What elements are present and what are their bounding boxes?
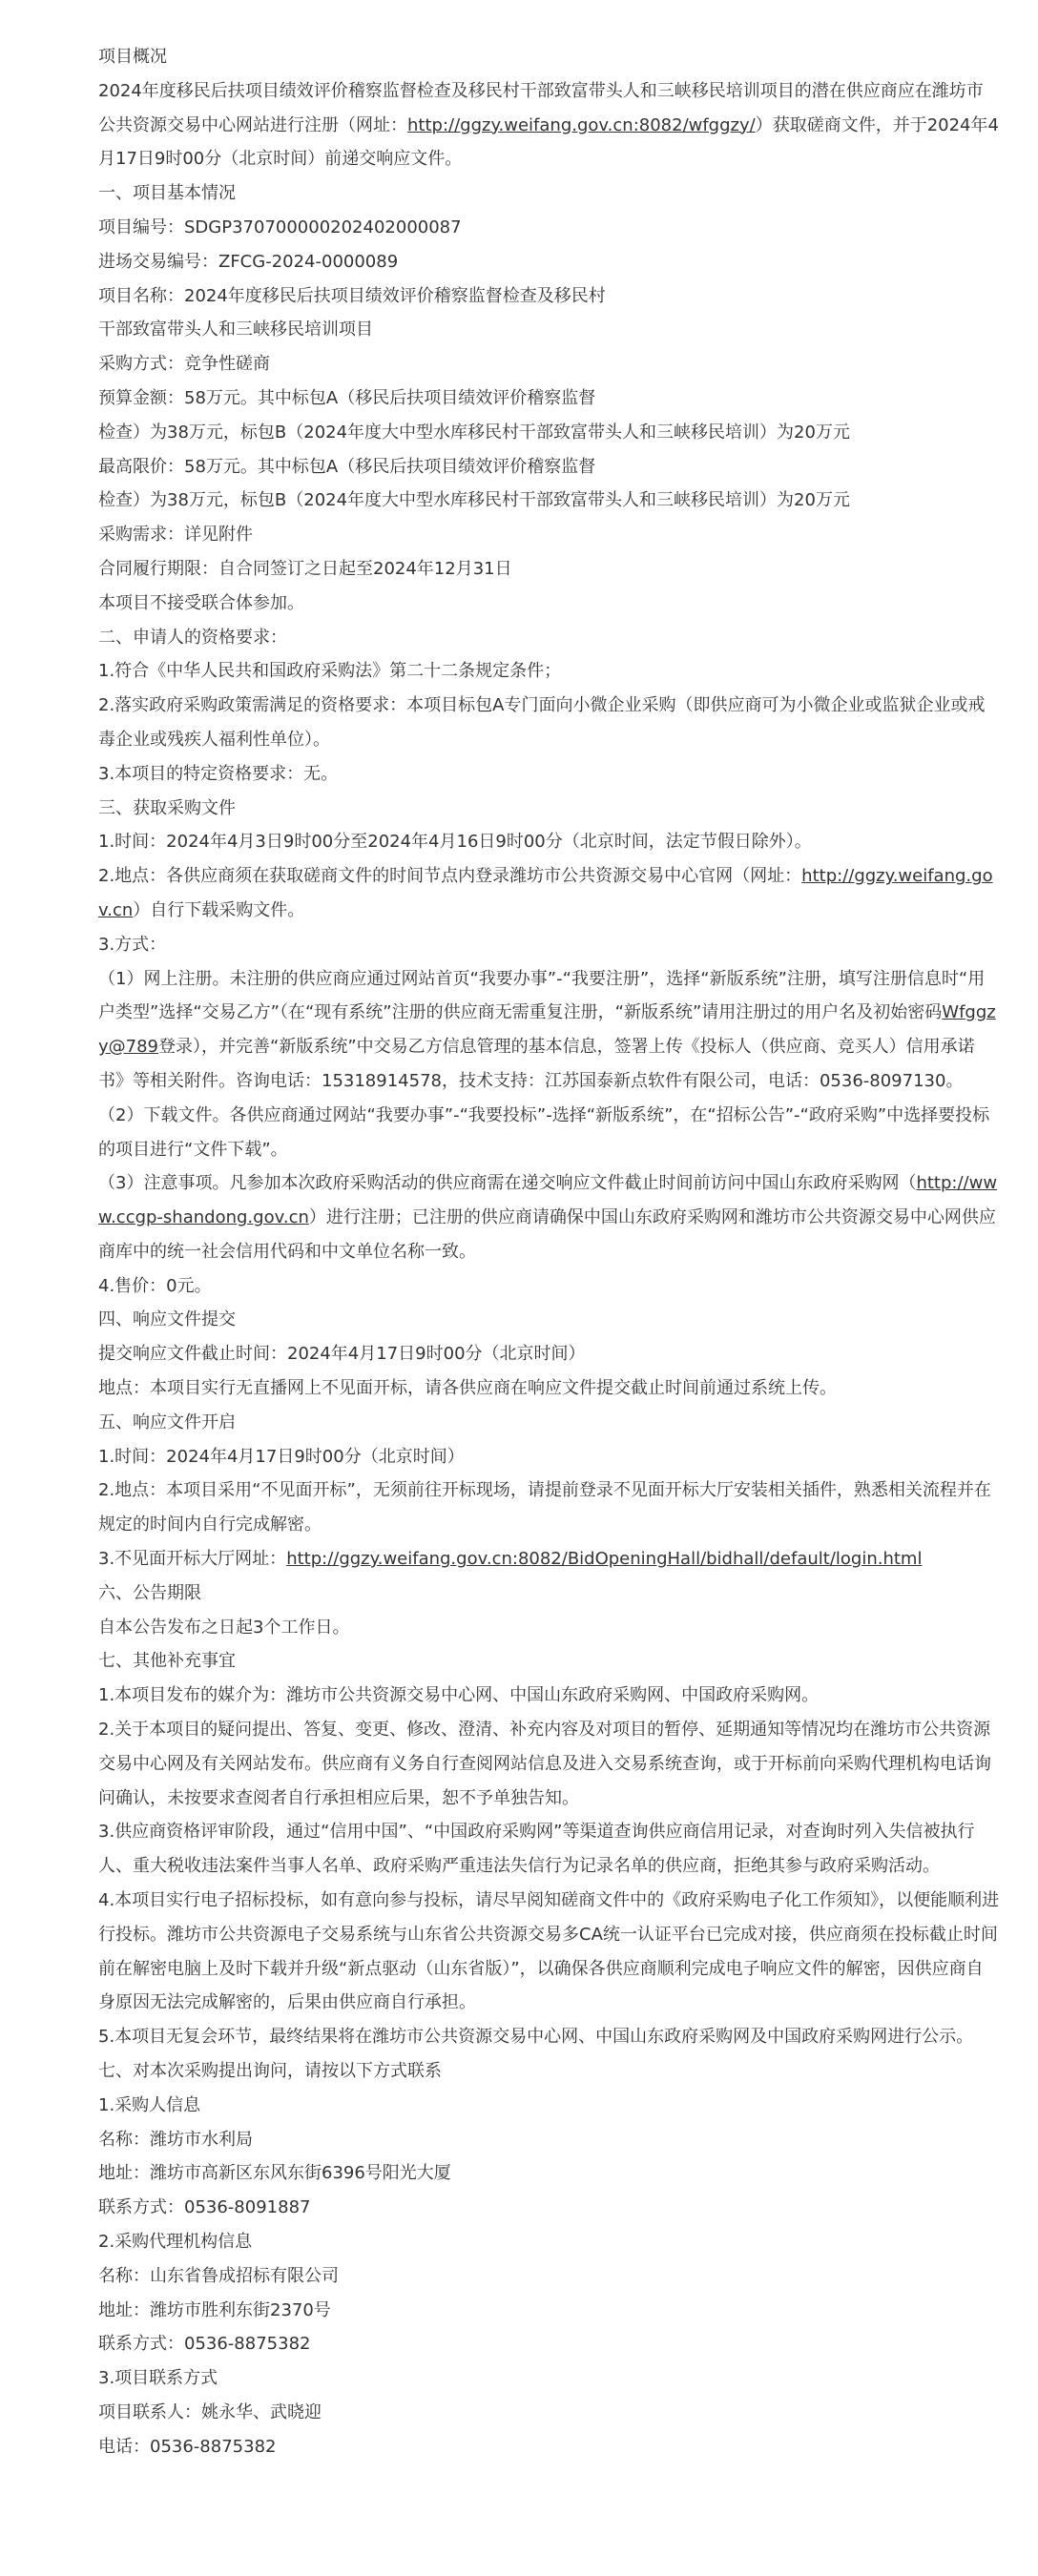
paragraph — [98, 1611, 1000, 1645]
paragraph — [98, 2361, 1000, 2396]
paragraph-text: 3.项目联系方式 — [98, 2368, 218, 2389]
paragraph-link[interactable]: http://ggzy.weifang.gov.cn:8082/wfggzy/ — [407, 114, 756, 135]
paragraph — [98, 484, 1000, 518]
paragraph — [98, 2123, 1000, 2157]
paragraph — [98, 1371, 1000, 1406]
paragraph-text: 项目联系人：姚永华、武晓迎 — [98, 2401, 322, 2422]
paragraph-text: 5.本项目无复会环节，最终结果将在潍坊市公共资源交易中心网、中国山东政府采购网及中国政府采购网进行公示。 — [98, 2027, 974, 2048]
paragraph — [98, 381, 1000, 416]
paragraph-link[interactable]: http://ggzy.weifang.gov.cn — [98, 866, 993, 920]
paragraph-text: 名称：潍坊市水利局 — [98, 2129, 253, 2150]
paragraph — [98, 1815, 1000, 1884]
paragraph — [98, 1577, 1000, 1611]
paragraph-text: 七、对本次采购提出询问，请按以下方式联系 — [98, 2061, 442, 2082]
paragraph-text: 1.本项目发布的媒介为：潍坊市公共资源交易中心网、中国山东政府采购网、中国政府采购网。 — [98, 1685, 820, 1706]
paragraph — [98, 518, 1000, 552]
paragraph-text: 三、获取采购文件 — [98, 797, 236, 818]
paragraph-text: 2.地点：各供应商须在获取磋商文件的时间节点内登录潍坊市公共资源交易中心官网（网址： — [98, 866, 802, 887]
paragraph — [98, 552, 1000, 587]
paragraph — [98, 2259, 1000, 2294]
paragraph-text: 提交响应文件截止时间：2024年4月17日9时00分（北京时间） — [98, 1344, 586, 1365]
paragraph-text: 七、其他补充事宜 — [98, 1651, 236, 1672]
paragraph-text: 四、响应文件提交 — [98, 1309, 236, 1330]
paragraph — [98, 279, 1000, 314]
paragraph-text: 六、公告期限 — [98, 1582, 201, 1603]
paragraph-text: 项目概况 — [98, 47, 167, 67]
paragraph-text: 联系方式：0536-8091887 — [98, 2197, 311, 2218]
paragraph — [98, 2054, 1000, 2089]
paragraph-text-after-link: 登录），并完善“新版系统”中交易乙方信息管理的基本信息，签署上传《投标人（供应商、竞买人）信用承诺书》等相关附件。咨询电话：15318914578，技术支持：江苏国泰新点软件有限公司，电话：0536-8097130。 — [98, 1037, 975, 1091]
paragraph-text: 4.售价：0元。 — [98, 1275, 212, 1296]
paragraph — [98, 587, 1000, 621]
paragraph — [98, 2156, 1000, 2191]
paragraph — [98, 347, 1000, 381]
paragraph-text: 项目名称：2024年度移民后扶项目绩效评价稽察监督检查及移民村 — [98, 285, 606, 306]
paragraph-text: 2.关于本项目的疑问提出、答复、变更、修改、澄清、补充内容及对项目的暂停、延期通知等情况均在潍坊市公共资源交易中心网及有关网站发布。供应商有义务自行查阅网站信息及进入交易系统查询，或于开标前向采购代理机构电话询问确认，未按要求查阅者自行承担相应后果，恕不予单独告知。 — [98, 1720, 991, 1808]
paragraph — [98, 211, 1000, 245]
paragraph — [98, 757, 1000, 792]
paragraph — [98, 1473, 1000, 1542]
paragraph-text: 预算金额：58万元。其中标包A（移民后扶项目绩效评价稽察监督 — [98, 387, 596, 408]
paragraph-link[interactable]: Wfggzy@789 — [98, 1002, 996, 1058]
paragraph — [98, 1166, 1000, 1268]
paragraph-text-after-link: ）进行注册；已注册的供应商请确保中国山东政府采购网和潍坊市公共资源交易中心网供应商库中的统一社会信用代码和中文单位名称一致。 — [98, 1207, 996, 1262]
paragraph-text-after-link: ）获取磋商文件，并于2024年4月17日9时00分（北京时间）前递交响应文件。 — [98, 114, 999, 170]
paragraph — [98, 1406, 1000, 1440]
paragraph — [98, 74, 1000, 176]
paragraph-text: 2.采购代理机构信息 — [98, 2232, 253, 2252]
paragraph-text: 2024年度移民后扶项目绩效评价稽察监督检查及移民村干部致富带头人和三峡移民培训项目的潜在供应商应在潍坊市公共资源交易中心网站进行注册（网址： — [98, 80, 984, 135]
paragraph — [98, 1303, 1000, 1337]
paragraph-text: 地址：潍坊市胜利东街2370号 — [98, 2299, 331, 2320]
paragraph — [98, 621, 1000, 655]
paragraph — [98, 2191, 1000, 2225]
paragraph — [98, 792, 1000, 826]
paragraph-text: 项目编号：SDGP370700000202402000087 — [98, 216, 462, 237]
paragraph-text: 1.采购人信息 — [98, 2094, 201, 2115]
paragraph — [98, 1440, 1000, 1474]
paragraph-text: 采购方式：竞争性磋商 — [98, 354, 270, 375]
paragraph-text: 1.时间：2024年4月3日9时00分至2024年4月16日9时00分（北京时间，法定节假日除外）。 — [98, 832, 812, 853]
paragraph-text: 3.不见面开标大厅网址： — [98, 1549, 287, 1570]
paragraph — [98, 825, 1000, 859]
paragraph — [98, 1713, 1000, 1815]
paragraph-text: 3.方式： — [98, 934, 167, 955]
paragraph-link[interactable]: http://ggzy.weifang.gov.cn:8082/BidOpeningHall/bidhall/default/login.html — [286, 1549, 923, 1570]
paragraph — [98, 416, 1000, 450]
paragraph-text: 2.地点：本项目采用“不见面开标”，无须前往开标现场，请提前登录不见面开标大厅安装相关插件，熟悉相关流程并在规定的时间内自行完成解密。 — [98, 1480, 991, 1535]
paragraph — [98, 1337, 1000, 1371]
paragraph — [98, 2225, 1000, 2259]
paragraph — [98, 859, 1000, 928]
paragraph-text: 2.落实政府采购政策需满足的资格要求：本项目标包A专门面向小微企业采购（即供应商可为小微企业或监狱企业或戒毒企业或残疾人福利性单位）。 — [98, 695, 986, 750]
paragraph-text: （2）下载文件。各供应商通过网站“我要办事”-“我要投标”-选择“新版系统”，在“招标公告”-“政府采购”中选择要投标的项目进行“文件下载”。 — [98, 1104, 990, 1160]
paragraph — [98, 2430, 1000, 2464]
paragraph — [98, 1542, 1000, 1577]
paragraph-link[interactable]: http://www.ccgp-shandong.gov.cn — [98, 1173, 998, 1228]
paragraph-text: 1.符合《中华人民共和国政府采购法》第二十二条规定条件； — [98, 661, 562, 682]
paragraph — [98, 1269, 1000, 1304]
paragraph-text: 电话：0536-8875382 — [98, 2436, 277, 2457]
paragraph-text: 地点：本项目实行无直播网上不见面开标，请各供应商在响应文件提交截止时间前通过系统上传。 — [98, 1378, 837, 1399]
paragraph — [98, 1884, 1000, 2020]
paragraph — [98, 2294, 1000, 2328]
paragraph — [98, 654, 1000, 689]
paragraph-text: 检查）为38万元，标包B（2024年度大中型水库移民村干部致富带头人和三峡移民培训）为20万元 — [98, 490, 850, 511]
paragraph-text: 合同履行期限：自合同签订之日起至2024年12月31日 — [98, 558, 512, 579]
paragraph-text: 自本公告发布之日起3个工作日。 — [98, 1617, 350, 1638]
paragraph-text: 五、响应文件开启 — [98, 1412, 236, 1432]
paragraph-text: 地址：潍坊市高新区东风东街6396号阳光大厦 — [98, 2163, 451, 2184]
paragraph — [98, 2396, 1000, 2430]
paragraph — [98, 2089, 1000, 2123]
paragraph — [98, 450, 1000, 484]
paragraph — [98, 2327, 1000, 2361]
paragraph-text: 联系方式：0536-8875382 — [98, 2334, 311, 2355]
paragraph-text: 干部致富带头人和三峡移民培训项目 — [98, 319, 373, 340]
paragraph-text: （1）网上注册。未注册的供应商应通过网站首页“我要办事”-“我要注册”，选择“新版系统”注册，填写注册信息时“用户类型”选择“交易乙方”（在“现有系统”注册的供应商无需重复注册，“新版系统”请用注册过的用户名及初始密码 — [98, 968, 986, 1023]
paragraph — [98, 1644, 1000, 1679]
paragraph — [98, 2020, 1000, 2054]
paragraph — [98, 962, 1000, 1099]
paragraph-text: 一、项目基本情况 — [98, 183, 236, 204]
paragraph — [98, 1099, 1000, 1167]
paragraph-text: 1.时间：2024年4月17日9时00分（北京时间） — [98, 1446, 465, 1467]
paragraph — [98, 245, 1000, 279]
paragraph — [98, 176, 1000, 211]
paragraph-text: 最高限价：58万元。其中标包A（移民后扶项目绩效评价稽察监督 — [98, 456, 596, 477]
paragraph-text-after-link: ）自行下载采购文件。 — [133, 899, 305, 920]
paragraph-text: 采购需求：详见附件 — [98, 525, 253, 546]
paragraph-text: 二、申请人的资格要求： — [98, 627, 287, 648]
paragraph-text: （3）注意事项。凡参加本次政府采购活动的供应商需在递交响应文件截止时间前访问中国山东政府采购网（ — [98, 1173, 917, 1194]
paragraph — [98, 689, 1000, 757]
paragraph — [98, 928, 1000, 962]
paragraph — [98, 1679, 1000, 1713]
paragraph-text: 3.供应商资格评审阶段，通过“信用中国”、“中国政府采购网”等渠道查询供应商信用记录，对查询时列入失信被执行人、重大税收违法案件当事人名单、政府采购严重违法失信行为记录名单的供应商，拒绝其参与政府采购活动。 — [98, 1822, 975, 1877]
paragraph-text: 进场交易编号：ZFCG-2024-0000089 — [98, 251, 399, 272]
paragraph-text: 本项目不接受联合体参加。 — [98, 592, 304, 613]
paragraph-text: 3.本项目的特定资格要求：无。 — [98, 763, 339, 784]
paragraph — [98, 40, 1000, 74]
paragraph-text: 检查）为38万元，标包B（2024年度大中型水库移民村干部致富带头人和三峡移民培训）为20万元 — [98, 422, 850, 443]
paragraph — [98, 313, 1000, 347]
paragraph-text: 4.本项目实行电子招标投标，如有意向参与投标，请尽早阅知磋商文件中的《政府采购电子化工作须知》，以便能顺利进行投标。潍坊市公共资源电子交易系统与山东省公共资源交易多CA统一认证平台已完成对接，供应商须在投标截止时间前在解密电脑上及时下载并升级“新点驱动（山东省版）”，以确保各供应商顺利完成电子响应文件的解密，因供应商自身原因无法完成解密的，后果由供应商自行承担。 — [98, 1890, 1000, 2013]
paragraph-text: 名称：山东省鲁成招标有限公司 — [98, 2265, 339, 2286]
